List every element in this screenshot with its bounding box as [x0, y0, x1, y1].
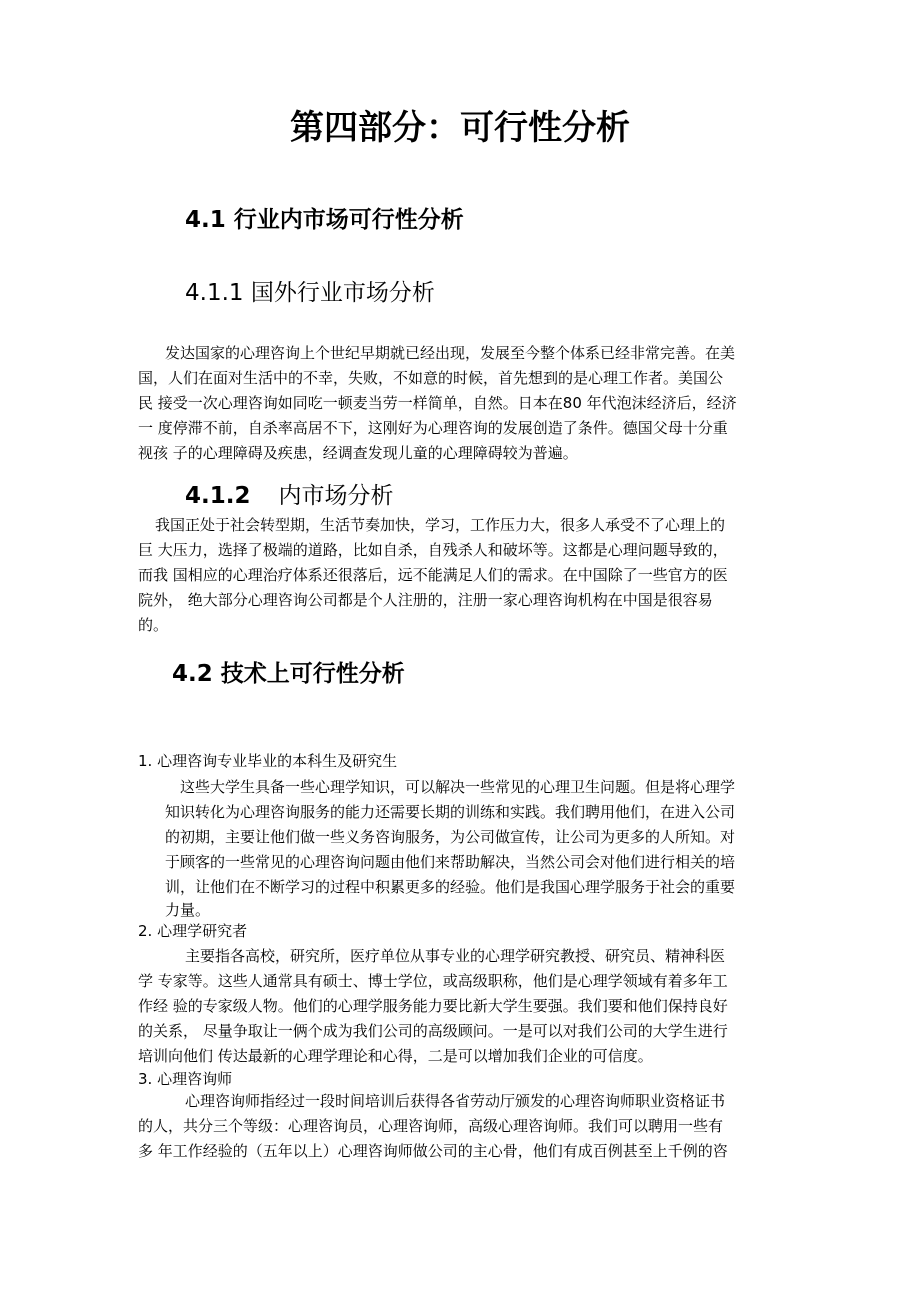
- section-4-1-2-heading: [185, 481, 394, 511]
- section-4-1-2-number: 4.1.2: [185, 483, 251, 509]
- paragraph-line: 训，让他们在不断学习的过程中积累更多的经验。他们是我国心理学服务于社会的重要: [165, 878, 736, 896]
- paragraph-line: 的初期，主要让他们做一些义务咨询服务，为公司做宣传，让公司为更多的人所知。对: [165, 828, 736, 846]
- paragraph-line: 主要指各高校，研究所，医疗单位从事专业的心理学研究教授、研究员、精神科医: [185, 947, 726, 965]
- section-4-1-2-title: 内市场分析: [278, 483, 394, 509]
- section-4-1-1-heading: [185, 278, 435, 308]
- paragraph-line: 的关系， 尽量争取让一俩个成为我们公司的高级顾问。一是可以对我们公司的大学生进行: [138, 1022, 728, 1040]
- paragraph-line: 心理咨询师指经过一段时间培训后获得各省劳动厅颁发的心理咨询师职业资格证书: [185, 1092, 726, 1110]
- list-item-title: 1. 心理咨询专业毕业的本科生及研究生: [138, 752, 398, 770]
- paragraph-line: 院外， 绝大部分心理咨询公司都是个人注册的，注册一家心理咨询机构在中国是很容易: [138, 591, 713, 609]
- paragraph-line: 力量。: [165, 901, 211, 919]
- list-item-title: 3. 心理咨询师: [138, 1070, 233, 1088]
- paragraph-line: 巨 大压力，选择了极端的道路，比如自杀，自残杀人和破坏等。这都是心理问题导致的，: [138, 541, 728, 559]
- section-4-1-heading: 4.1 行业内市场可行性分析: [185, 207, 464, 233]
- section-4-2-heading: 4.2 技术上可行性分析: [172, 661, 405, 687]
- paragraph-line: 于顾客的一些常见的心理咨询问题由他们来帮助解决，当然公司会对他们进行相关的培: [165, 853, 736, 871]
- paragraph-line: 民 接受一次心理咨询如同吃一顿麦当劳一样简单，自然。日本在80 年代泡沫经济后，经济: [138, 394, 737, 412]
- paragraph-line: 的人，共分三个等级：心理咨询员，心理咨询师，高级心理咨询师。我们可以聘用一些有: [138, 1117, 724, 1135]
- paragraph-line: 学 专家等。这些人通常具有硕士、博士学位，或高级职称，他们是心理学领域有着多年工: [138, 972, 728, 990]
- paragraph-line: 发达国家的心理咨询上个世纪早期就已经出现，发展至今整个体系已经非常完善。在美: [165, 344, 736, 362]
- paragraph-line: 多 年工作经验的（五年以上）心理咨询师做公司的主心骨，他们有成百例甚至上千例的咨: [138, 1142, 728, 1160]
- paragraph-line: 一 度停滞不前，自杀率高居不下，这刚好为心理咨询的发展创造了条件。德国父母十分重: [138, 419, 728, 437]
- paragraph-line: 作经 验的专家级人物。他们的心理学服务能力要比新大学生要强。我们要和他们保持良好: [138, 997, 728, 1015]
- paragraph-line: 培训向他们 传达最新的心理学理论和心得，二是可以增加我们企业的可信度。: [138, 1047, 653, 1065]
- paragraph-line: 我国正处于社会转型期，生活节奏加快，学习，工作压力大，很多人承受不了心理上的: [155, 516, 726, 534]
- list-item-title: 2. 心理学研究者: [138, 922, 248, 940]
- section-4-1-1-heading-text: 4.1.1 国外行业市场分析: [185, 280, 435, 306]
- paragraph-line: 国，人们在面对生活中的不幸，失败，不如意的时候，首先想到的是心理工作者。美国公: [138, 369, 724, 387]
- paragraph-line: 的。: [138, 616, 169, 634]
- page-title: 第四部分：可行性分析: [290, 108, 630, 148]
- paragraph-line: 而我 国相应的心理治疗体系还很落后，远不能满足人们的需求。在中国除了一些官方的医: [138, 566, 728, 584]
- paragraph-line: 视孩 子的心理障碍及疾患，经调查发现儿童的心理障碍较为普遍。: [138, 444, 578, 462]
- paragraph-line: 这些大学生具备一些心理学知识，可以解决一些常见的心理卫生问题。但是将心理学: [180, 778, 736, 796]
- paragraph-line: 知识转化为心理咨询服务的能力还需要长期的训练和实践。我们聘用他们，在进入公司: [165, 803, 736, 821]
